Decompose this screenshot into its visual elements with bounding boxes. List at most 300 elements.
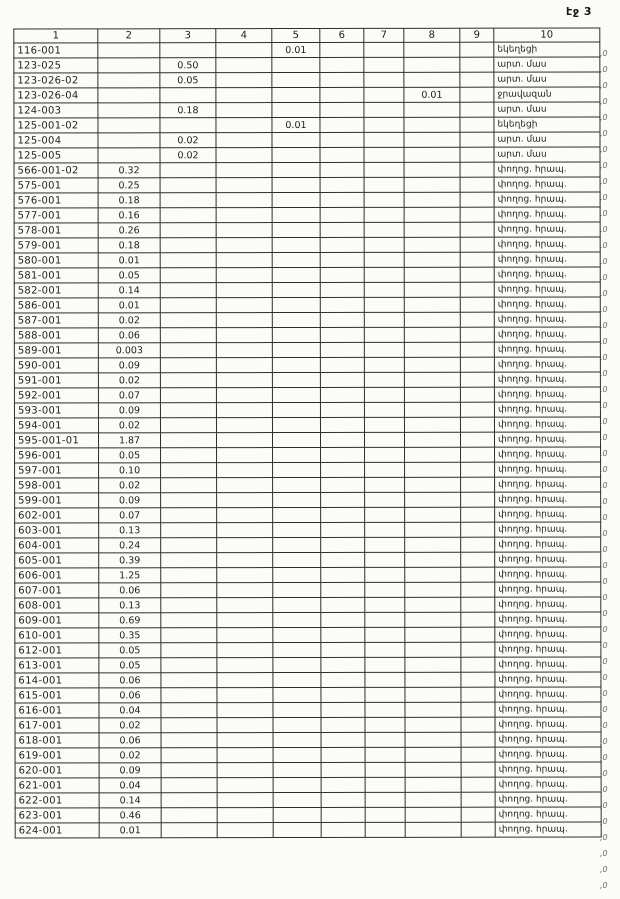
value-cell bbox=[161, 793, 217, 808]
margin-mark: ,0 bbox=[600, 737, 608, 746]
value-cell bbox=[461, 792, 495, 807]
value-cell bbox=[365, 657, 405, 672]
designation-cell: փողոց. հրապ. bbox=[494, 342, 600, 357]
row-id-cell: 620-001 bbox=[15, 763, 99, 778]
margin-mark: ,0 bbox=[600, 817, 608, 826]
designation-cell: փողոց. հրապ. bbox=[494, 312, 600, 327]
margin-mark: ,0 bbox=[600, 225, 608, 234]
table-row bbox=[14, 117, 600, 133]
value-cell bbox=[364, 357, 404, 372]
value-cell bbox=[365, 642, 405, 657]
margin-mark: ,0 bbox=[600, 881, 608, 890]
table-row bbox=[14, 132, 600, 148]
value-cell bbox=[320, 267, 364, 282]
value-cell: 0.07 bbox=[99, 508, 161, 523]
row-id-cell: 596-001 bbox=[15, 448, 99, 463]
value-cell bbox=[320, 57, 364, 72]
row-id-cell: 581-001 bbox=[14, 268, 98, 283]
value-cell bbox=[216, 73, 272, 88]
value-cell bbox=[405, 807, 461, 822]
value-cell bbox=[272, 312, 320, 327]
value-cell bbox=[161, 493, 217, 508]
designation-cell: փողոց. հրապ. bbox=[494, 417, 600, 432]
value-cell: 0.13 bbox=[99, 598, 161, 613]
value-cell bbox=[460, 282, 494, 297]
margin-mark: ,0 bbox=[600, 609, 608, 618]
value-cell bbox=[320, 72, 364, 87]
row-id-cell: 593-001 bbox=[14, 403, 98, 418]
value-cell bbox=[460, 72, 494, 87]
value-cell bbox=[365, 747, 405, 762]
table-row bbox=[14, 147, 600, 163]
value-cell bbox=[461, 747, 495, 762]
designation-cell: փողոց. հրապ. bbox=[495, 777, 601, 792]
margin-mark: ,0 bbox=[600, 577, 608, 586]
value-cell bbox=[217, 673, 273, 688]
value-cell bbox=[405, 822, 461, 837]
value-cell bbox=[365, 567, 405, 582]
value-cell: 0.05 bbox=[99, 643, 161, 658]
column-header: 10 bbox=[494, 28, 600, 42]
row-id-cell: 578-001 bbox=[14, 223, 98, 238]
value-cell: 0.32 bbox=[98, 163, 160, 178]
margin-mark: ,0 bbox=[600, 481, 608, 490]
row-id-cell: 590-001 bbox=[14, 358, 98, 373]
designation-cell: փողոց. հրապ. bbox=[495, 642, 601, 657]
value-cell bbox=[272, 132, 320, 147]
table-header bbox=[14, 28, 600, 43]
margin-mark: ,0 bbox=[600, 865, 608, 874]
value-cell: 0.01 bbox=[404, 87, 460, 102]
column-header: 1 bbox=[14, 29, 98, 43]
value-cell bbox=[321, 777, 365, 792]
value-cell bbox=[216, 208, 272, 223]
designation-cell: փողոց. հրապ. bbox=[494, 177, 600, 192]
designation-cell: փողոց. հրապ. bbox=[495, 567, 601, 582]
table-row bbox=[14, 72, 600, 88]
margin-mark: ,0 bbox=[600, 657, 608, 666]
table-row bbox=[14, 42, 600, 58]
table-row bbox=[15, 792, 601, 808]
value-cell bbox=[161, 538, 217, 553]
value-cell bbox=[217, 568, 273, 583]
value-cell bbox=[460, 42, 494, 57]
value-cell bbox=[98, 103, 160, 118]
designation-cell: փողոց. հրապ. bbox=[495, 537, 601, 552]
value-cell: 0.16 bbox=[98, 208, 160, 223]
value-cell bbox=[272, 267, 320, 282]
value-cell bbox=[404, 267, 460, 282]
value-cell: 0.09 bbox=[98, 358, 160, 373]
value-cell bbox=[404, 192, 460, 207]
value-cell bbox=[404, 252, 460, 267]
designation-cell: փողոց. հրապ. bbox=[495, 597, 601, 612]
value-cell bbox=[365, 582, 405, 597]
row-id-cell: 587-001 bbox=[14, 313, 98, 328]
value-cell bbox=[461, 642, 495, 657]
value-cell bbox=[405, 642, 461, 657]
designation-cell: արտ. մաս bbox=[494, 102, 600, 117]
value-cell bbox=[273, 492, 321, 507]
value-cell: 0.35 bbox=[99, 628, 161, 643]
value-cell bbox=[216, 193, 272, 208]
value-cell bbox=[460, 387, 494, 402]
designation-cell: փողոց. հրապ. bbox=[494, 192, 600, 207]
value-cell bbox=[364, 117, 404, 132]
value-cell bbox=[160, 373, 216, 388]
value-cell bbox=[461, 507, 495, 522]
row-id-cell: 603-001 bbox=[15, 523, 99, 538]
designation-cell: փողոց. հրապ. bbox=[495, 702, 601, 717]
value-cell bbox=[365, 792, 405, 807]
row-id-cell: 608-001 bbox=[15, 598, 99, 613]
value-cell: 0.003 bbox=[98, 343, 160, 358]
designation-cell: փողոց. հրապ. bbox=[495, 522, 601, 537]
value-cell: 0.02 bbox=[98, 373, 160, 388]
value-cell bbox=[461, 762, 495, 777]
value-cell bbox=[216, 403, 272, 418]
value-cell bbox=[216, 298, 272, 313]
value-cell bbox=[365, 447, 405, 462]
value-cell bbox=[273, 792, 321, 807]
table-row bbox=[15, 612, 601, 628]
margin-mark: ,0 bbox=[600, 465, 608, 474]
value-cell bbox=[160, 313, 216, 328]
margin-mark: ,0 bbox=[600, 753, 608, 762]
table-row bbox=[14, 162, 600, 178]
table-row bbox=[15, 687, 601, 703]
value-cell bbox=[404, 162, 460, 177]
value-cell bbox=[321, 672, 365, 687]
column-header: 2 bbox=[98, 29, 160, 43]
row-id-cell: 116-001 bbox=[14, 43, 98, 58]
row-id-cell: 613-001 bbox=[15, 658, 99, 673]
value-cell bbox=[405, 762, 461, 777]
value-cell bbox=[217, 808, 273, 823]
value-cell bbox=[460, 132, 494, 147]
value-cell bbox=[320, 252, 364, 267]
row-id-cell: 586-001 bbox=[14, 298, 98, 313]
value-cell bbox=[404, 237, 460, 252]
value-cell bbox=[364, 222, 404, 237]
header-row bbox=[14, 28, 600, 43]
value-cell bbox=[160, 253, 216, 268]
value-cell bbox=[365, 537, 405, 552]
value-cell: 0.04 bbox=[99, 703, 161, 718]
value-cell bbox=[161, 628, 217, 643]
margin-mark: ,0 bbox=[600, 97, 608, 106]
value-cell bbox=[272, 327, 320, 342]
value-cell bbox=[160, 283, 216, 298]
value-cell bbox=[365, 552, 405, 567]
value-cell: 0.05 bbox=[99, 658, 161, 673]
designation-cell: եկեղեցի bbox=[494, 117, 600, 132]
value-cell bbox=[273, 537, 321, 552]
value-cell: 0.50 bbox=[160, 58, 216, 73]
value-cell bbox=[365, 672, 405, 687]
value-cell: 0.04 bbox=[99, 778, 161, 793]
value-cell bbox=[273, 822, 321, 837]
value-cell bbox=[404, 177, 460, 192]
value-cell bbox=[321, 537, 365, 552]
value-cell bbox=[98, 73, 160, 88]
value-cell bbox=[460, 297, 494, 312]
margin-mark: ,0 bbox=[600, 177, 608, 186]
value-cell bbox=[321, 567, 365, 582]
margin-mark: ,0 bbox=[600, 113, 608, 122]
value-cell bbox=[404, 327, 460, 342]
value-cell bbox=[217, 448, 273, 463]
designation-cell: փողոց. հրապ. bbox=[494, 282, 600, 297]
value-cell bbox=[216, 418, 272, 433]
value-cell bbox=[216, 388, 272, 403]
designation-cell: փողոց. հրապ. bbox=[495, 762, 601, 777]
margin-mark: ,0 bbox=[600, 401, 608, 410]
value-cell bbox=[460, 357, 494, 372]
value-cell bbox=[321, 732, 365, 747]
value-cell: 0.18 bbox=[98, 238, 160, 253]
value-cell bbox=[460, 162, 494, 177]
value-cell bbox=[216, 283, 272, 298]
row-id-cell: 125-005 bbox=[14, 148, 98, 163]
value-cell bbox=[404, 102, 460, 117]
designation-cell: փողոց. հրապ. bbox=[495, 717, 601, 732]
value-cell bbox=[161, 808, 217, 823]
value-cell bbox=[273, 672, 321, 687]
value-cell bbox=[405, 462, 461, 477]
value-cell bbox=[461, 462, 495, 477]
value-cell bbox=[321, 822, 365, 837]
value-cell bbox=[272, 417, 320, 432]
value-cell bbox=[161, 718, 217, 733]
value-cell bbox=[273, 597, 321, 612]
value-cell bbox=[405, 552, 461, 567]
value-cell bbox=[461, 477, 495, 492]
value-cell bbox=[161, 688, 217, 703]
table-row bbox=[14, 102, 600, 118]
value-cell bbox=[320, 147, 364, 162]
designation-cell: փողոց. հրապ. bbox=[494, 207, 600, 222]
value-cell bbox=[161, 703, 217, 718]
value-cell bbox=[365, 612, 405, 627]
value-cell bbox=[216, 328, 272, 343]
margin-mark: ,0 bbox=[600, 129, 608, 138]
margin-mark: ,0 bbox=[600, 689, 608, 698]
value-cell bbox=[272, 432, 320, 447]
value-cell bbox=[160, 88, 216, 103]
value-cell bbox=[273, 687, 321, 702]
margin-mark: ,0 bbox=[600, 241, 608, 250]
row-id-cell: 618-001 bbox=[15, 733, 99, 748]
table-row bbox=[14, 252, 600, 268]
value-cell bbox=[364, 312, 404, 327]
row-id-cell: 612-001 bbox=[15, 643, 99, 658]
value-cell bbox=[320, 432, 364, 447]
value-cell bbox=[272, 372, 320, 387]
value-cell bbox=[216, 133, 272, 148]
row-id-cell: 591-001 bbox=[14, 373, 98, 388]
designation-cell: արտ. մաս bbox=[494, 57, 600, 72]
value-cell bbox=[365, 717, 405, 732]
value-cell bbox=[98, 118, 160, 133]
value-cell bbox=[320, 297, 364, 312]
value-cell bbox=[461, 552, 495, 567]
value-cell bbox=[217, 463, 273, 478]
value-cell bbox=[365, 507, 405, 522]
value-cell bbox=[405, 747, 461, 762]
table-row bbox=[14, 357, 600, 373]
value-cell bbox=[320, 102, 364, 117]
value-cell bbox=[161, 523, 217, 538]
value-cell bbox=[216, 43, 272, 58]
value-cell bbox=[321, 507, 365, 522]
value-cell bbox=[460, 417, 494, 432]
value-cell bbox=[160, 118, 216, 133]
value-cell bbox=[272, 102, 320, 117]
table-row bbox=[15, 522, 601, 538]
table-row bbox=[14, 297, 600, 313]
value-cell bbox=[273, 717, 321, 732]
value-cell: 0.06 bbox=[99, 583, 161, 598]
value-cell bbox=[461, 822, 495, 837]
value-cell: 0.05 bbox=[99, 448, 161, 463]
value-cell bbox=[217, 613, 273, 628]
designation-cell: փողոց. հրապ. bbox=[495, 492, 601, 507]
designation-cell: փողոց. հրապ. bbox=[494, 162, 600, 177]
value-cell: 0.05 bbox=[98, 268, 160, 283]
value-cell bbox=[160, 388, 216, 403]
designation-cell: փողոց. հրապ. bbox=[495, 462, 601, 477]
value-cell bbox=[217, 478, 273, 493]
table-row bbox=[14, 372, 600, 388]
value-cell bbox=[98, 133, 160, 148]
value-cell bbox=[272, 72, 320, 87]
value-cell bbox=[217, 598, 273, 613]
row-id-cell: 606-001 bbox=[15, 568, 99, 583]
value-cell bbox=[365, 627, 405, 642]
margin-mark: ,0 bbox=[600, 305, 608, 314]
value-cell bbox=[460, 267, 494, 282]
designation-cell: ջրավազան bbox=[494, 87, 600, 102]
table-row bbox=[15, 642, 601, 658]
value-cell bbox=[216, 163, 272, 178]
margin-marks bbox=[600, 44, 618, 892]
value-cell bbox=[461, 597, 495, 612]
table-row bbox=[14, 57, 600, 73]
row-id-cell: 125-001-02 bbox=[14, 118, 98, 133]
value-cell bbox=[461, 447, 495, 462]
value-cell bbox=[272, 222, 320, 237]
value-cell bbox=[160, 268, 216, 283]
table-row bbox=[14, 222, 600, 238]
value-cell: 0.01 bbox=[98, 253, 160, 268]
value-cell bbox=[216, 103, 272, 118]
value-cell bbox=[216, 373, 272, 388]
value-cell bbox=[405, 657, 461, 672]
value-cell bbox=[216, 148, 272, 163]
margin-mark: ,0 bbox=[600, 257, 608, 266]
value-cell bbox=[460, 342, 494, 357]
value-cell bbox=[460, 432, 494, 447]
value-cell bbox=[320, 222, 364, 237]
value-cell bbox=[217, 628, 273, 643]
value-cell bbox=[217, 523, 273, 538]
table-row bbox=[15, 762, 601, 778]
table-row bbox=[15, 702, 601, 718]
value-cell bbox=[272, 87, 320, 102]
value-cell bbox=[217, 493, 273, 508]
table-row bbox=[15, 492, 601, 508]
value-cell bbox=[160, 193, 216, 208]
value-cell bbox=[365, 777, 405, 792]
value-cell bbox=[161, 583, 217, 598]
value-cell bbox=[216, 313, 272, 328]
value-cell bbox=[216, 118, 272, 133]
designation-cell: փողոց. հրապ. bbox=[495, 822, 601, 837]
row-id-cell: 594-001 bbox=[14, 418, 98, 433]
designation-cell: փողոց. հրապ. bbox=[494, 297, 600, 312]
margin-mark: ,0 bbox=[600, 145, 608, 154]
row-id-cell: 622-001 bbox=[15, 793, 99, 808]
value-cell bbox=[404, 417, 460, 432]
value-cell bbox=[161, 568, 217, 583]
value-cell: 0.09 bbox=[99, 763, 161, 778]
value-cell bbox=[272, 387, 320, 402]
value-cell bbox=[161, 778, 217, 793]
value-cell bbox=[364, 282, 404, 297]
value-cell bbox=[404, 147, 460, 162]
value-cell bbox=[404, 132, 460, 147]
row-id-cell: 615-001 bbox=[15, 688, 99, 703]
value-cell bbox=[460, 207, 494, 222]
value-cell bbox=[460, 372, 494, 387]
value-cell bbox=[404, 342, 460, 357]
designation-cell: փողոց. հրապ. bbox=[495, 792, 601, 807]
margin-mark: ,0 bbox=[600, 673, 608, 682]
value-cell bbox=[273, 702, 321, 717]
value-cell bbox=[404, 222, 460, 237]
value-cell bbox=[460, 102, 494, 117]
row-id-cell: 610-001 bbox=[15, 628, 99, 643]
value-cell bbox=[364, 72, 404, 87]
value-cell: 1.87 bbox=[98, 433, 160, 448]
value-cell bbox=[460, 252, 494, 267]
value-cell bbox=[161, 553, 217, 568]
value-cell bbox=[461, 672, 495, 687]
row-id-cell: 582-001 bbox=[14, 283, 98, 298]
value-cell bbox=[321, 447, 365, 462]
value-cell bbox=[216, 358, 272, 373]
value-cell bbox=[461, 807, 495, 822]
value-cell bbox=[160, 418, 216, 433]
value-cell bbox=[461, 537, 495, 552]
value-cell bbox=[161, 508, 217, 523]
value-cell bbox=[217, 538, 273, 553]
margin-mark: ,0 bbox=[600, 65, 608, 74]
value-cell bbox=[320, 342, 364, 357]
value-cell bbox=[404, 72, 460, 87]
value-cell: 0.07 bbox=[98, 388, 160, 403]
value-cell bbox=[365, 732, 405, 747]
row-id-cell: 566-001-02 bbox=[14, 163, 98, 178]
table-row bbox=[14, 432, 600, 448]
value-cell bbox=[217, 778, 273, 793]
designation-cell: փողոց. հրապ. bbox=[495, 657, 601, 672]
value-cell bbox=[273, 522, 321, 537]
table-row bbox=[15, 537, 601, 553]
value-cell bbox=[461, 702, 495, 717]
margin-mark: ,0 bbox=[600, 801, 608, 810]
